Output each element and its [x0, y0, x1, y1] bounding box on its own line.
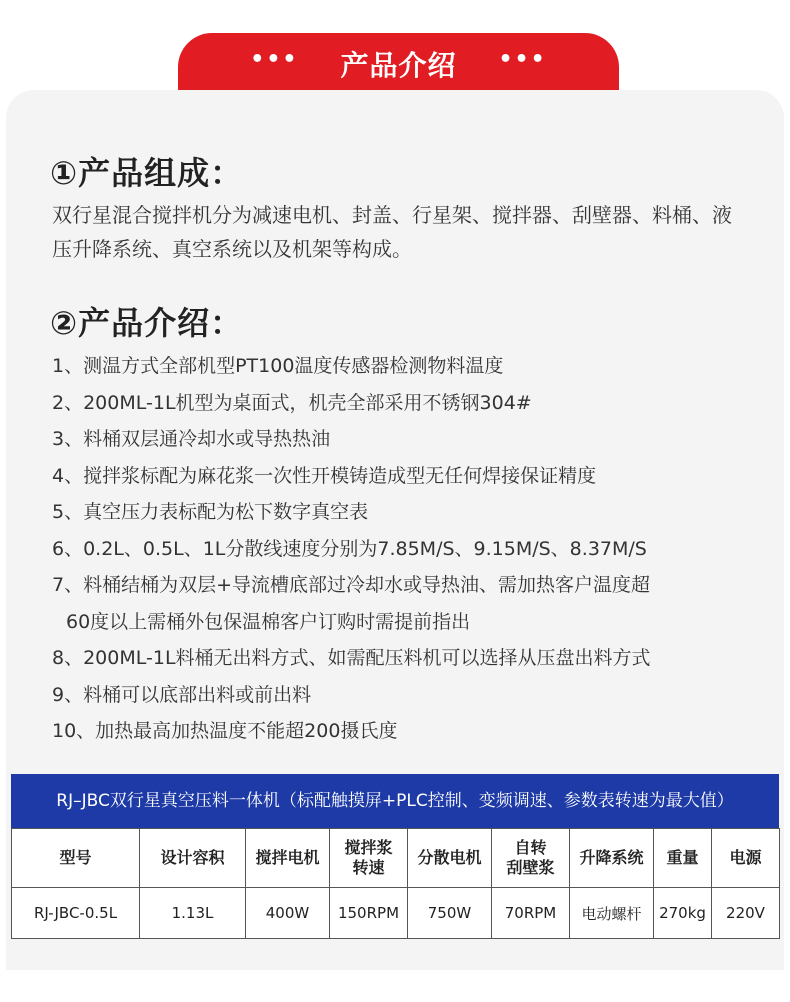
spec-table-body — [12, 888, 780, 939]
feature-list-item — [52, 677, 772, 714]
header-dots-left: ••• — [250, 47, 299, 72]
section2-title: ②产品介绍： — [50, 304, 244, 342]
feature-list-item-text: 5、真空压力表标配为松下数字真空表 — [52, 501, 369, 523]
feature-list-item-text: 1、测温方式全部机型PT100温度传感器检测物料温度 — [52, 355, 504, 377]
feature-list-item-text: 10、加热最高加热温度不能超200摄氏度 — [52, 720, 398, 742]
spec-table-title: RJ–JBC双行星真空压料一体机（标配触摸屏+PLC控制、变频调速、参数表转速为最大值） — [11, 774, 779, 828]
feature-list-item — [52, 494, 772, 531]
spec-table-cell: 电动螺杆 — [570, 888, 654, 939]
spec-table-cell: 150RPM — [330, 888, 408, 939]
feature-list-item-text: 4、搅拌浆标配为麻花浆一次性开模铸造成型无任何焊接保证精度 — [52, 464, 597, 487]
spec-table-header-cell: 分散电机 — [408, 829, 492, 888]
spec-table-header-cell: 搅拌浆 转速 — [330, 829, 408, 888]
feature-list-item — [52, 531, 772, 568]
feature-list-item — [52, 640, 772, 677]
feature-list-item — [52, 713, 772, 750]
spec-table-header-row — [12, 829, 780, 888]
spec-table-cell: 270kg — [654, 888, 712, 939]
spec-table-cell: RJ-JBC-0.5L — [12, 888, 140, 939]
section1-title: ①产品组成： — [50, 154, 244, 192]
feature-list-item — [52, 421, 772, 458]
feature-list-item — [52, 348, 772, 385]
feature-list-item-text: 9、料桶可以底部出料或前出料 — [52, 683, 312, 706]
spec-table-block — [11, 774, 779, 939]
feature-list-item-text: 7、料桶结桶为双层+导流槽底部过冷却水或导热油、需加热客户温度超 — [52, 574, 651, 596]
feature-list-item — [52, 567, 772, 640]
spec-table-header-cell: 重量 — [654, 829, 712, 888]
header-dots-right: ••• — [498, 47, 547, 72]
spec-table — [11, 828, 780, 939]
feature-list-item-text: 6、0.2L、0.5L、1L分散线速度分别为7.85M/S、9.15M/S、8.37M/S — [52, 537, 647, 560]
spec-table-header-cell: 电源 — [712, 829, 780, 888]
feature-list-item-text: 2、200ML-1L机型为桌面式，机壳全部采用不锈钢304# — [52, 391, 532, 414]
spec-table-cell: 400W — [246, 888, 330, 939]
spec-table-header-cell: 升降系统 — [570, 829, 654, 888]
feature-list — [52, 348, 772, 750]
feature-list-item-text: 8、200ML-1L料桶无出料方式、如需配压料机可以选择从压盘出料方式 — [52, 647, 651, 669]
spec-table-header-cell: 自转 刮壁浆 — [492, 829, 570, 888]
spec-table-cell: 1.13L — [140, 888, 246, 939]
spec-table-header-cell: 型号 — [12, 829, 140, 888]
feature-list-item — [52, 458, 772, 495]
header-title: 产品介绍 — [340, 49, 457, 82]
spec-table-cell: 70RPM — [492, 888, 570, 939]
feature-list-item — [52, 385, 772, 422]
feature-list-item-continuation: 60度以上需桶外包保温棉客户订购时需提前指出 — [66, 610, 471, 633]
section1-body: 双行星混合搅拌机分为减速电机、封盖、行星架、搅拌器、刮壁器、料桶、液压升降系统、真空系统以及机架等构成。 — [52, 203, 732, 261]
spec-table-cell: 750W — [408, 888, 492, 939]
spec-table-header-cell: 设计容积 — [140, 829, 246, 888]
feature-list-item-text: 3、料桶双层通冷却水或导热热油 — [52, 428, 331, 450]
table-row — [12, 888, 780, 939]
spec-table-header-cell: 搅拌电机 — [246, 829, 330, 888]
spec-table-cell: 220V — [712, 888, 780, 939]
